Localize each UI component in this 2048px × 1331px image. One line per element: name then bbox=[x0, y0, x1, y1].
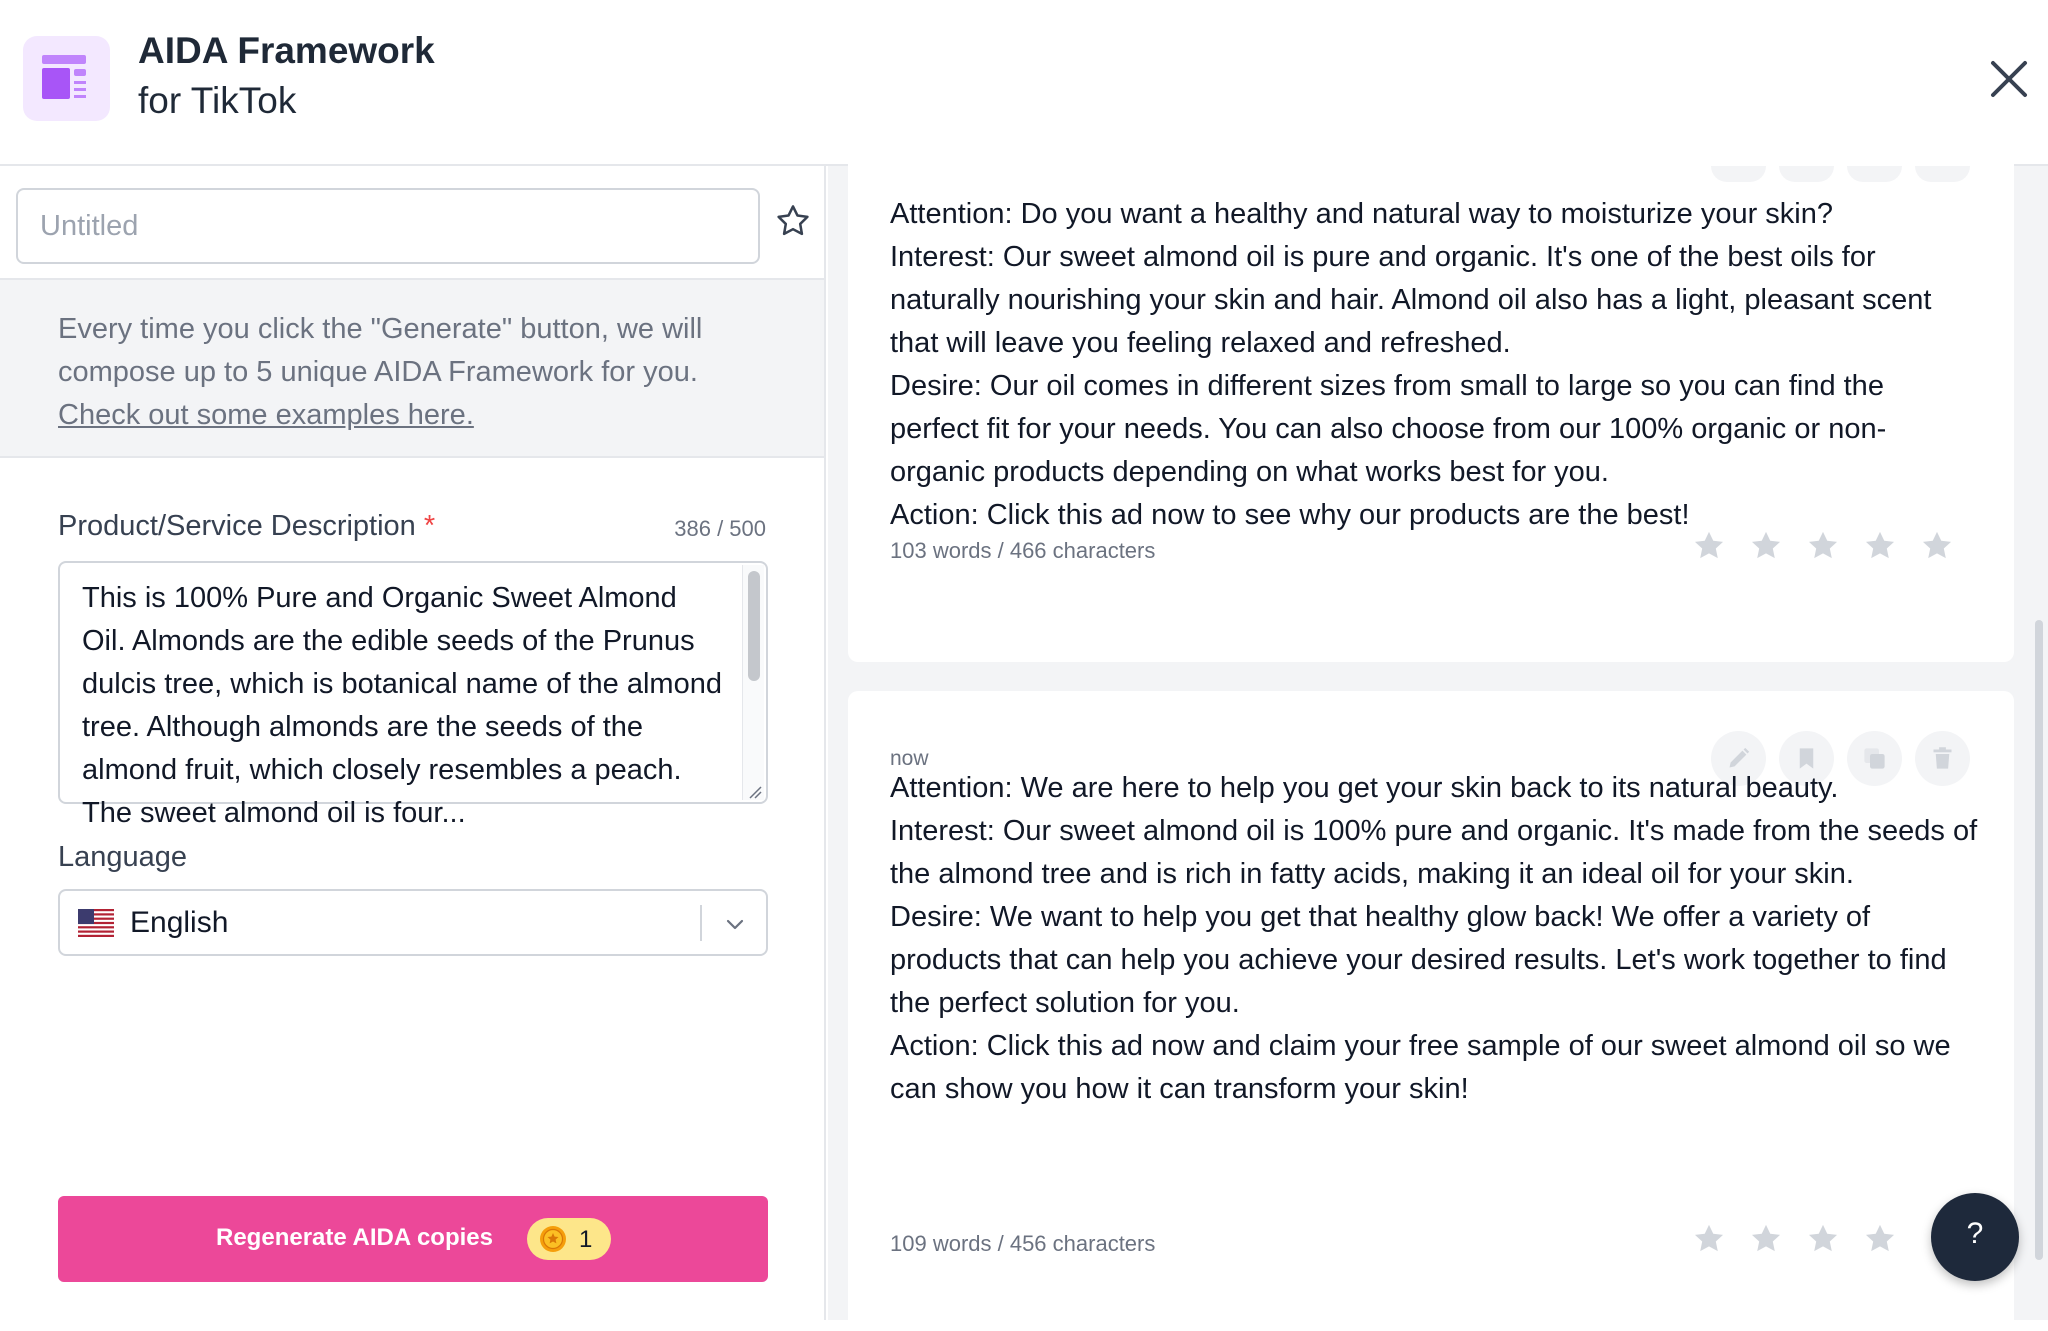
input-panel bbox=[0, 166, 826, 1320]
result-text-2[interactable] bbox=[890, 767, 1980, 1111]
star-icon[interactable] bbox=[1749, 1222, 1783, 1256]
result-line: Desire: Our oil comes in different sizes from small to large so you can find the perfect fit for your needs. You can also choose from our 100% organic or non-organic products depending on what works best for you. bbox=[890, 370, 1887, 488]
result-line: Interest: Our sweet almond oil is pure and organic. It's one of the best oils for naturally nourishing your skin and hair. Almond oil also has a light, pleasant scent that will leave you feeling relaxed and refreshed. bbox=[890, 241, 1932, 359]
result-line: Attention: Do you want a healthy and natural way to moisturize your skin? bbox=[890, 198, 1834, 230]
results-panel bbox=[828, 166, 2048, 1320]
document-title-input[interactable] bbox=[16, 188, 760, 264]
textarea-scroll-thumb[interactable] bbox=[748, 571, 760, 681]
coin-icon bbox=[539, 1225, 567, 1253]
language-value: English bbox=[130, 906, 229, 939]
help-label: ? bbox=[1966, 1217, 1984, 1250]
textarea-scrollbar[interactable] bbox=[742, 565, 764, 800]
star-outline-icon[interactable] bbox=[774, 202, 812, 240]
result-card bbox=[848, 126, 2014, 662]
resize-handle-icon[interactable] bbox=[747, 784, 763, 800]
help-button[interactable] bbox=[1931, 1193, 2019, 1281]
description-text[interactable]: This is 100% Pure and Organic Sweet Almond Oil. Almonds are the edible seeds of the Prunus dulcis tree, which is botanical name of the almond tree. Although almonds are the seeds of the almond fruit, which closely resembles a peach. The sweet almond oil is four... bbox=[82, 582, 722, 829]
rating-stars bbox=[1692, 529, 1954, 563]
regenerate-button-label: Regenerate AIDA copies bbox=[216, 1224, 493, 1251]
layout-template-icon bbox=[23, 36, 110, 121]
page-title: AIDA Framework bbox=[138, 30, 435, 71]
credit-badge bbox=[527, 1218, 611, 1260]
description-label bbox=[58, 510, 435, 543]
character-counter: 386 / 500 bbox=[674, 516, 766, 541]
result-card bbox=[848, 691, 2014, 1331]
us-flag-icon bbox=[78, 909, 114, 937]
language-label: Language bbox=[58, 841, 188, 873]
result-line: Action: Click this ad now and claim your free sample of our sweet almond oil so we can show you how it can transform your skin! bbox=[890, 1030, 1951, 1105]
regenerate-button[interactable] bbox=[58, 1196, 768, 1282]
card-actions-partial bbox=[1711, 166, 1970, 182]
star-icon[interactable] bbox=[1749, 529, 1783, 563]
credit-count: 1 bbox=[579, 1226, 593, 1253]
description-label-text: Product/Service Description bbox=[58, 510, 416, 542]
description-textarea[interactable] bbox=[58, 561, 768, 829]
language-select[interactable] bbox=[58, 889, 768, 956]
word-count: 109 words / 456 characters bbox=[890, 1231, 1156, 1256]
star-icon[interactable] bbox=[1863, 529, 1897, 563]
info-box bbox=[0, 278, 824, 458]
page-subtitle: for TikTok bbox=[138, 80, 297, 121]
star-icon[interactable] bbox=[1806, 529, 1840, 563]
result-text-1[interactable] bbox=[890, 193, 1980, 537]
info-text: Every time you click the "Generate" button, we will compose up to 5 unique AIDA Framework for you. bbox=[58, 313, 703, 388]
result-line: Desire: We want to help you get that healthy glow back! We offer a variety of products that can help you achieve your desired results. Let's work together to find the perfect solution for you. bbox=[890, 901, 1947, 1019]
required-mark: * bbox=[423, 510, 436, 542]
chevron-down-icon[interactable] bbox=[722, 911, 748, 937]
star-icon[interactable] bbox=[1920, 529, 1954, 563]
examples-link[interactable]: Check out some examples here. bbox=[58, 399, 474, 431]
results-scrollbar[interactable] bbox=[2035, 620, 2043, 1260]
close-icon[interactable] bbox=[1985, 55, 2033, 103]
result-line: Interest: Our sweet almond oil is 100% pure and organic. It's made from the seeds of the almond tree and is rich in fatty acids, making it an ideal oil for your skin. bbox=[890, 815, 1978, 890]
word-count: 103 words / 466 characters bbox=[890, 538, 1156, 563]
star-icon[interactable] bbox=[1692, 529, 1726, 563]
timestamp: now bbox=[890, 747, 929, 770]
rating-stars bbox=[1692, 1222, 1897, 1256]
select-divider bbox=[700, 905, 702, 941]
result-line: Attention: We are here to help you get your skin back to its natural beauty. bbox=[890, 772, 1839, 804]
star-icon[interactable] bbox=[1692, 1222, 1726, 1256]
star-icon[interactable] bbox=[1863, 1222, 1897, 1256]
star-icon[interactable] bbox=[1806, 1222, 1840, 1256]
result-line: Action: Click this ad now to see why our products are the best! bbox=[890, 499, 1690, 531]
